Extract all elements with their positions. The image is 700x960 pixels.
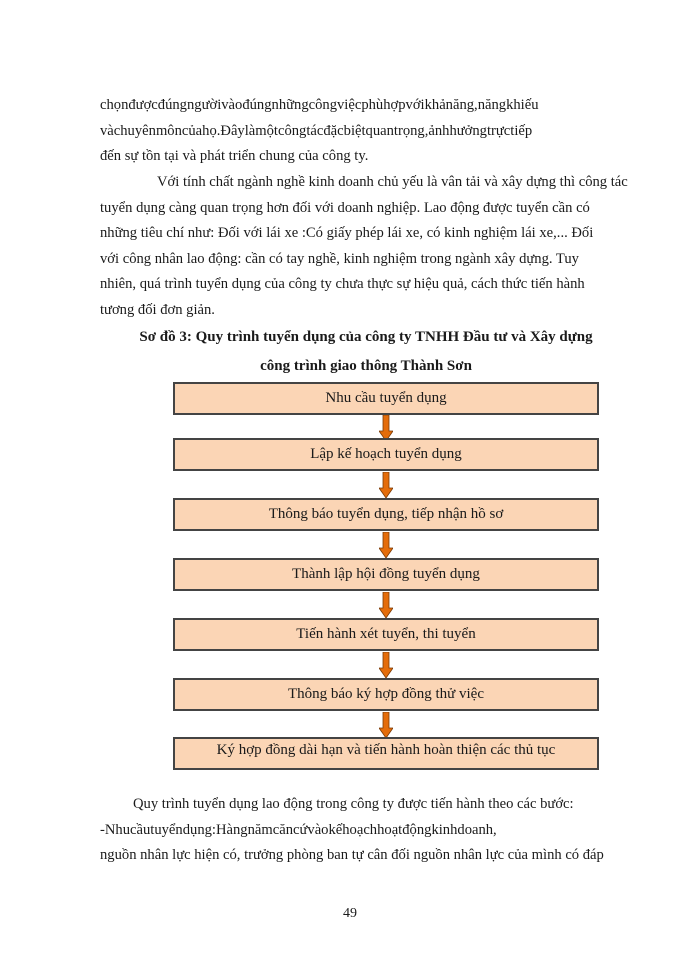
down-arrow-icon	[379, 592, 393, 618]
flow-step-6: Thông báo ký hợp đồng thử việc	[173, 678, 599, 711]
text-line: vàchuyênmôncủahọ.Đâylàmộtcôngtácđặcbiệtquantrọng,ảnhhưởngtrựctiếp	[100, 122, 533, 139]
text-line: nhiên, quá trình tuyển dụng của công ty chưa thực sự hiệu quả, cách thức tiến hành	[100, 276, 585, 293]
body-paragraph	[100, 170, 632, 324]
down-arrow-icon	[379, 652, 393, 678]
text-line: với công nhân lao động: cần có tay nghề, kinh nghiệm trong ngành xây dựng. Tuy	[100, 250, 579, 267]
page-number: 49	[343, 906, 357, 921]
flow-step-5: Tiến hành xét tuyển, thi tuyển	[173, 618, 599, 651]
down-arrow-icon	[379, 472, 393, 498]
diagram-caption-line-2: công trình giao thông Thành Sơn	[260, 358, 472, 374]
flow-step-2: Lập kế hoạch tuyển dụng	[173, 438, 599, 471]
text-line: Với tính chất ngành nghề kinh doanh chủ yếu là vân tải và xây dựng thì công tác	[157, 174, 628, 190]
text-line: chọnđượcđúngngườivàođúngnhữngcôngviệcphùhợpvớikhảnăng,năngkhiếu	[100, 97, 539, 113]
text-line: những tiêu chí như: Đối với lái xe :Có giấy phép lái xe, có kinh nghiệm lái xe,... Đối	[100, 225, 594, 242]
flow-step-1: Nhu cầu tuyển dụng	[173, 382, 599, 415]
text-line: nguồn nhân lực hiện có, trưởng phòng ban tự cân đối nguồn nhân lực của mình có đáp	[100, 847, 604, 864]
down-arrow-icon	[379, 712, 393, 738]
closing-paragraph	[100, 792, 632, 869]
text-line: tuyển dụng càng quan trọng hơn đối với doanh nghiệp. Lao động được tuyển cần có	[100, 199, 590, 216]
text-line: tương đối đơn giản.	[100, 301, 215, 318]
text-line: Quy trình tuyển dụng lao động trong công ty được tiến hành theo các bước:	[133, 796, 574, 812]
flow-step-4: Thành lập hội đồng tuyển dụng	[173, 558, 599, 591]
text-line: đến sự tồn tại và phát triển chung của công ty.	[100, 148, 369, 165]
down-arrow-icon	[379, 532, 393, 558]
intro-paragraph	[100, 93, 632, 170]
flow-step-3: Thông báo tuyển dụng, tiếp nhận hồ sơ	[173, 498, 599, 531]
flow-step-7: Ký hợp đồng dài hạn và tiến hành hoàn thiện các thủ tục	[173, 737, 599, 770]
diagram-caption-line-1: Sơ đồ 3: Quy trình tuyển dụng của công ty TNHH Đầu tư và Xây dựng	[139, 329, 593, 345]
text-line: -Nhucầutuyểndụng:Hàngnămcăncứvàokếhoạchhoạtđộngkinhdoanh,	[100, 821, 497, 838]
